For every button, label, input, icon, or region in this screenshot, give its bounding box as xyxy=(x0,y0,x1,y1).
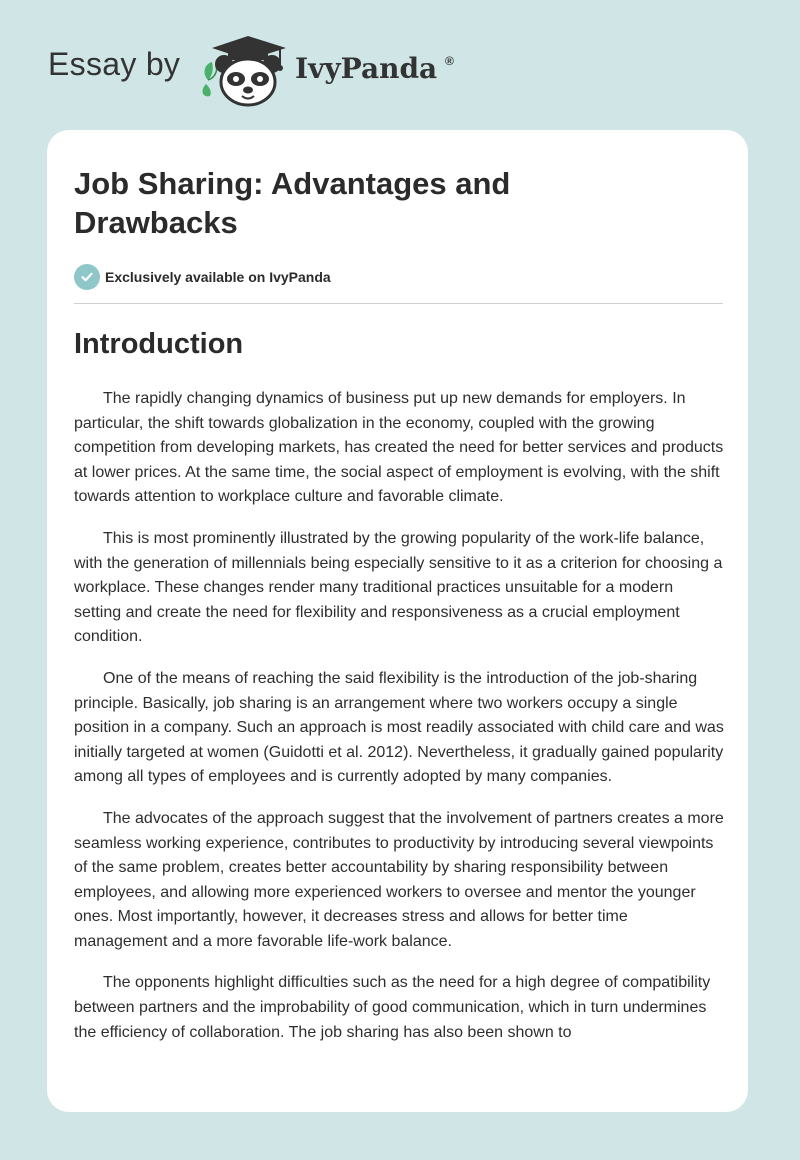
registered-mark: ® xyxy=(445,54,454,68)
exclusive-badge xyxy=(74,264,331,290)
essay-by-label: Essay by xyxy=(48,46,181,82)
section-heading-introduction: Introduction xyxy=(74,328,244,360)
paragraph: This is most prominently illustrated by the growing popularity of the work-life balance, with the generation of millennials being especially sensitive to it as a criterion for choosing a workplace. These changes render many traditional practices unsuitable for a modern setting and create the need for flexibility and responsiveness as a crucial employment condition. xyxy=(74,529,723,646)
essay-card xyxy=(47,130,748,1112)
divider xyxy=(74,303,723,304)
paragraph: The rapidly changing dynamics of business put up new demands for employers. In particular, the shift towards globalization in the economy, coupled with the growing competition from developing markets, has created the need for better services and products at lower prices. At the same time, the social aspect of employment is evolving, with the shift towards attention to workplace culture and favorable climate. xyxy=(74,390,724,506)
brand-name[interactable]: IvyPanda xyxy=(295,52,438,85)
paragraph: The advocates of the approach suggest that the involvement of partners creates a more seamless working experience, contributes to productivity by introducing several viewpoints of the same problem, creates better accountability by sharing responsibility between employees, and allowing more experienced workers to oversee and mentor the younger ones. Most importantly, however, it decreases stress and allows for better time management and a more favorable life-work balance. xyxy=(74,809,724,950)
site-header xyxy=(0,0,800,120)
panda-logo-icon[interactable] xyxy=(200,34,292,108)
paragraph: One of the means of reaching the said flexibility is the introduction of the job-sharing principle. Basically, job sharing is an arrangement where two workers occupy a single position in a company. Such an approach is most readily associated with child care and was initially targeted at women (Guidotti et al. 2012). Nevertheless, it gradually gained popularity among all types of employees and is currently adopted by many companies. xyxy=(74,669,724,786)
essay-body xyxy=(74,387,724,1062)
exclusive-badge-text: Exclusively available on IvyPanda xyxy=(105,269,331,285)
page-title: Job Sharing: Advantages and Drawbacks xyxy=(74,166,511,240)
paragraph: The opponents highlight difficulties such as the need for a high degree of compatibility between partners and the improbability of good communication, which in turn undermines the efficiency of collaboration. The job sharing has also been shown to xyxy=(74,974,711,1041)
check-icon xyxy=(74,264,100,290)
